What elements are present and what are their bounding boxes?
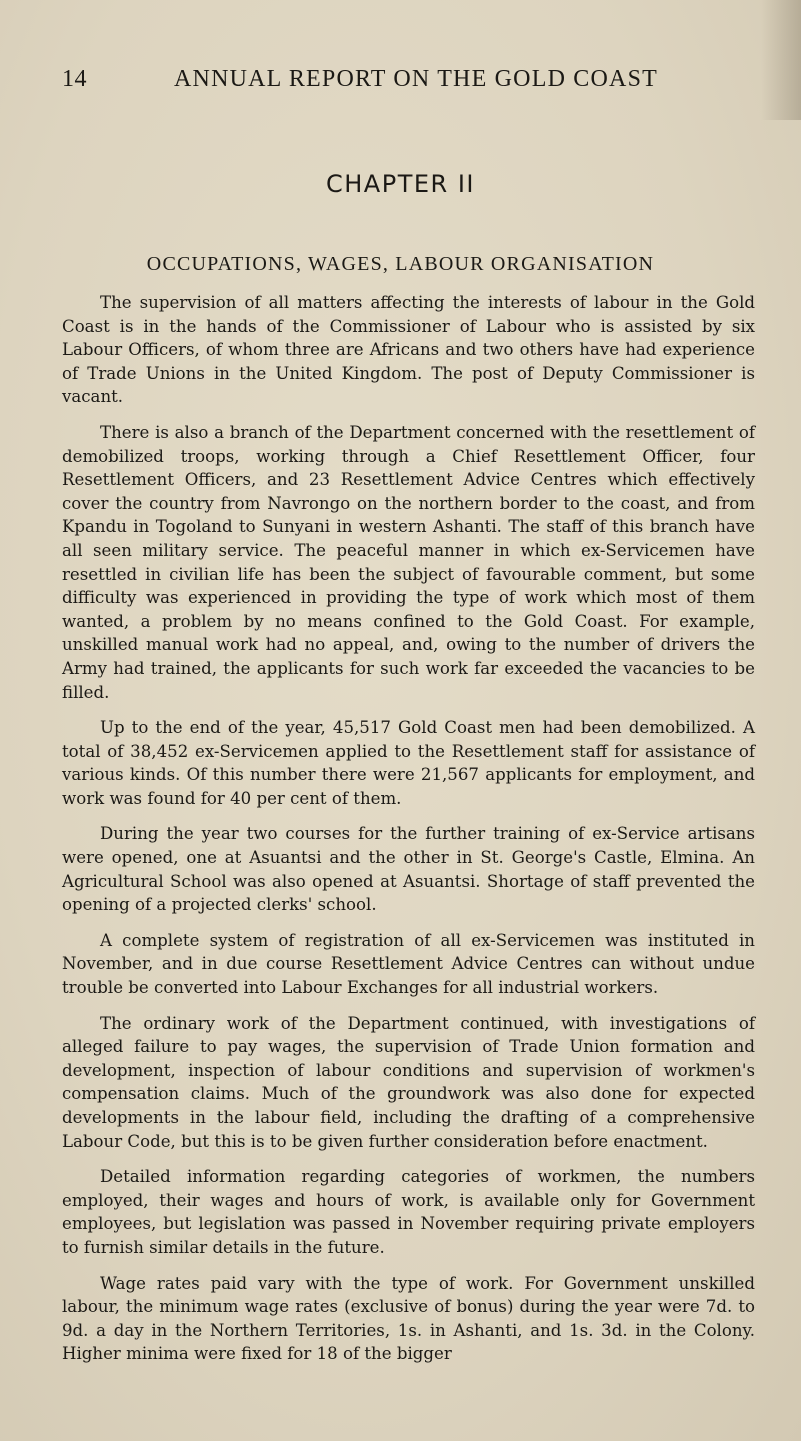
paragraph-2: There is also a branch of the Department concerned with the resettlement of demobilized troops, working through a Chief Resettlement Officer, four Resettlement Officers, and 23 Resettlement Advice Centres which effectively cover the country from Navrongo on the northern border to the coast, and from Kpandu in Togoland to Sunyani in western Ashanti. The staff of this branch have all seen military service. The peaceful manner in which ex-Servicemen have resettled in civilian life has been the subject of favourable comment, but some difficulty was experienced in providing the type of work which most of them wanted, a problem by no means confined to the Gold Coast. For example, unskilled manual work had no appeal, and, owing to the number of drivers the Army had trained, the applicants for such work far exceeded the vacancies to be filled.: [62, 422, 755, 702]
page-corner-shadow: [761, 0, 801, 120]
paragraph-3: Up to the end of the year, 45,517 Gold Coast men had been demobilized. A total of 38,452 ex-Servicemen applied to the Resettlement staff for assistance of various kinds. Of this number there were 21,567 applicants for employment, and work was found for 40 per cent of them.: [62, 718, 755, 808]
paragraph-4: During the year two courses for the further training of ex-Service artisans were opened, one at Asuantsi and the other in St. George's Castle, Elmina. An Agricultural School was also opened at Asuantsi. Shortage of staff prevented the opening of a projected clerks' school.: [62, 824, 755, 915]
paragraph-1: The supervision of all matters affecting the interests of labour in the Gold Coast is in the hands of the Commissioner of Labour who is assisted by six Labour Officers, of whom three are Africans and two others have had experience of Trade Unions in the United Kingdom. The post of Deputy Commissioner is vacant.: [62, 293, 755, 407]
paragraph-6: The ordinary work of the Department continued, with investigations of alleged failure to pay wages, the supervision of Trade Union formation and development, inspection of labour conditions and supervision of workmen's compensation claims. Much of the groundwork was also done for expected developments in the labour field, including the drafting of a comprehensive Labour Code, but this is to be given further consideration before enactment.: [62, 1013, 755, 1151]
body-text: [62, 291, 755, 1378]
running-header: [62, 62, 740, 96]
paragraph-8: Wage rates paid vary with the type of work. For Government unskilled labour, the minimum wage rates (exclusive of bonus) during the year were 7d. to 9d. a day in the Northern Territories, 1s. in Ashanti, and 1s. 3d. in the Colony. Higher minima were fixed for 18 of the bigger: [62, 1273, 755, 1364]
running-title: ANNUAL REPORT ON THE GOLD COAST: [174, 66, 658, 92]
chapter-title: CHAPTER II: [326, 170, 475, 198]
paragraph-5: A complete system of registration of all ex-Servicemen was instituted in November, and in due course Resettlement Advice Centres can without undue trouble be converted into Labour Exchanges for all industrial workers.: [62, 930, 755, 998]
paragraph-7: Detailed information regarding categories of workmen, the numbers employed, their wages and hours of work, is available only for Government employees, but legislation was passed in November requiring private employers to furnish similar details in the future.: [62, 1167, 755, 1257]
section-title: OCCUPATIONS, WAGES, LABOUR ORGANISATION: [146, 253, 655, 275]
page-number: 14: [62, 66, 87, 92]
